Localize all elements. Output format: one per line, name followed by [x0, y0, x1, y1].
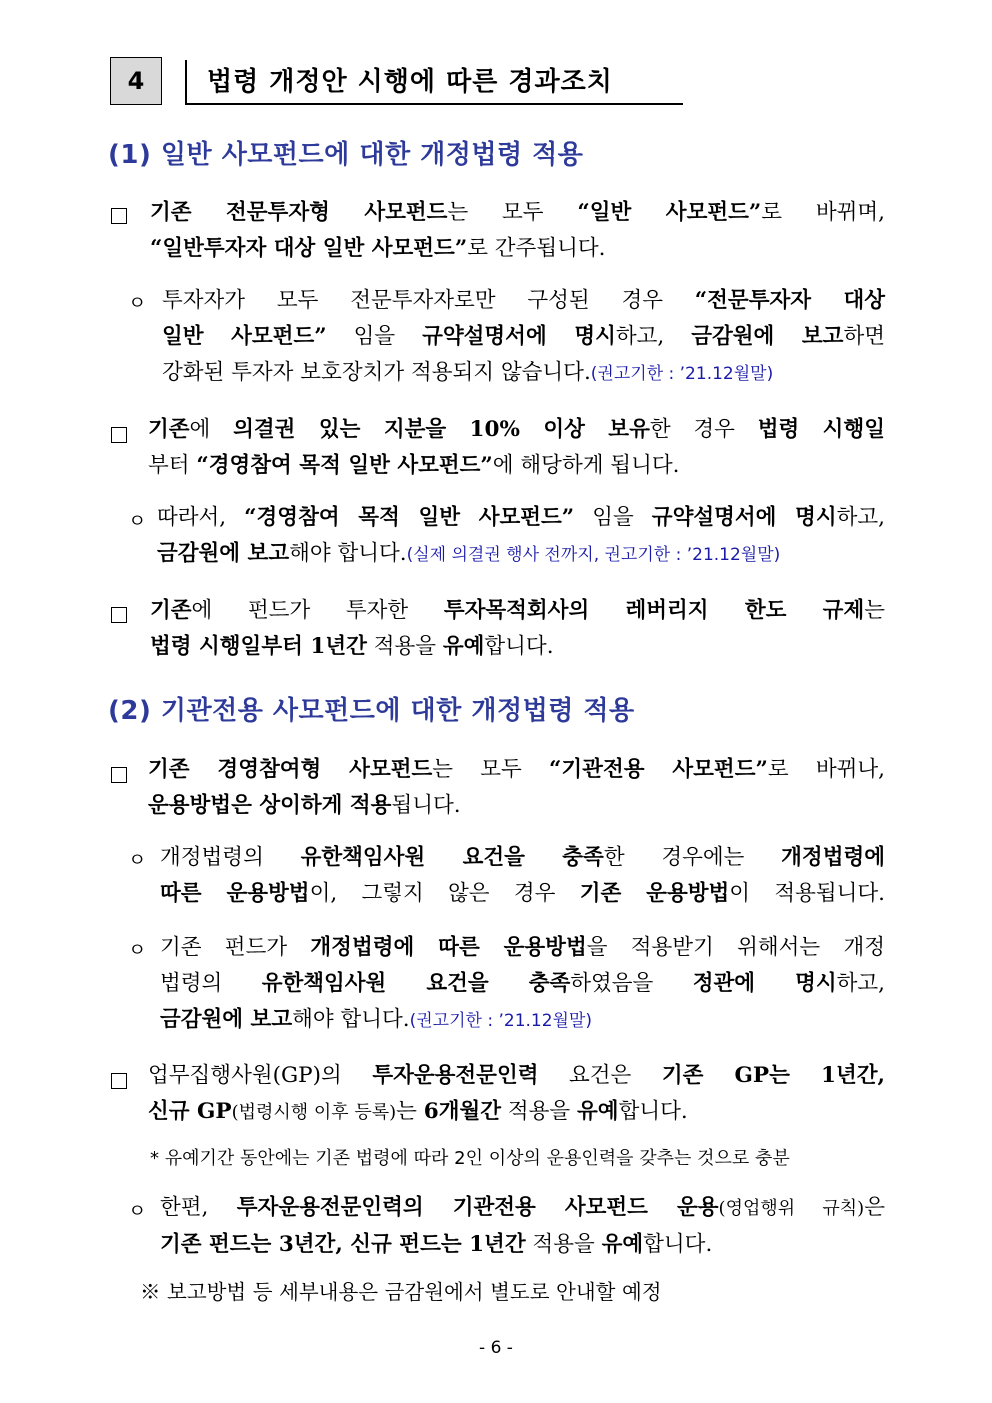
paragraph-line: 따라서, “경영참여 목적 일반 사모펀드” 임을 규약설명서에 명시하고,	[157, 505, 886, 530]
subsection-title-2: (2) 기관전용 사모펀드에 대한 개정법령 적용	[108, 696, 635, 726]
paragraph-10	[160, 1190, 885, 1263]
paragraph-9	[148, 1058, 885, 1131]
paragraph-4	[157, 500, 885, 573]
section-divider	[185, 60, 187, 105]
circle-bullet: ㅇ	[128, 510, 147, 532]
circle-bullet: ㅇ	[128, 939, 147, 961]
reference-note: ※ 보고방법 등 세부내용은 금감원에서 별도로 안내할 예정	[140, 1280, 662, 1304]
paragraph-line: 따른 운용방법이, 그렇지 않은 경우 기존 운용방법이 적용됩니다.	[160, 881, 885, 906]
circle-bullet: ㅇ	[128, 292, 147, 314]
paragraph-line: “일반투자자 대상 일반 사모펀드”로 간주됩니다.	[150, 236, 606, 261]
paragraph-line: 기존 경영참여형 사모펀드는 모두 “기관전용 사모펀드”로 바뀌나,	[148, 757, 885, 782]
paragraph-3	[148, 412, 885, 484]
paragraph-line: 한편, 투자운용전문인력의 기관전용 사모펀드 운용(영업행위 규칙)은	[160, 1195, 885, 1220]
paragraph-5	[150, 593, 885, 665]
paragraph-line: 운용방법은 상이하게 적용됩니다.	[148, 793, 461, 818]
paragraph-line: 기존에 의결권 있는 지분을 10% 이상 보유한 경우 법령 시행일	[148, 417, 885, 442]
paragraph-line: 기존에 펀드가 투자한 투자목적회사의 레버리지 한도 규제는	[150, 598, 885, 623]
paragraph-7	[160, 840, 885, 912]
paragraph-line: 금감원에 보고해야 합니다.(권고기한 : ’21.12월말)	[160, 1007, 593, 1032]
deadline-note: (실제 의결권 행사 전까지, 권고기한 : ’21.12월말)	[406, 545, 781, 565]
square-bullet	[111, 764, 127, 789]
paragraph-line: 신규 GP(법령시행 이후 등록)는 6개월간 적용을 유예합니다.	[148, 1099, 688, 1124]
paragraph-8	[160, 930, 885, 1039]
deadline-note: (권고기한 : ’21.12월말)	[590, 364, 774, 384]
subsection-title-1: (1) 일반 사모펀드에 대한 개정법령 적용	[108, 140, 584, 170]
square-bullet	[111, 604, 127, 629]
page-number: - 6 -	[479, 1338, 513, 1358]
paragraph-line: 기존 펀드가 개정법령에 따른 운용방법을 적용받기 위해서는 개정	[160, 935, 886, 960]
paragraph-line: 금감원에 보고해야 합니다.(실제 의결권 행사 전까지, 권고기한 : ’21.12월말)	[157, 541, 781, 566]
circle-bullet: ㅇ	[128, 1200, 147, 1222]
section-title: 법령 개정안 시행에 따른 경과조치	[207, 67, 613, 97]
deadline-note: (권고기한 : ’21.12월말)	[409, 1011, 593, 1031]
paragraph-line: 업무집행사원(GP)의 투자운용전문인력 요건은 기존 GP는 1년간,	[148, 1063, 886, 1088]
paragraph-line: 강화된 투자자 보호장치가 적용되지 않습니다.(권고기한 : ’21.12월말)	[162, 360, 774, 385]
square-bullet	[111, 205, 127, 230]
paragraph-line: 개정법령의 유한책임사원 요건을 충족한 경우에는 개정법령에	[160, 845, 886, 870]
paragraph-2	[162, 283, 885, 392]
paragraph-line: 기존 펀드는 3년간, 신규 펀드는 1년간 적용을 유예합니다.	[160, 1232, 713, 1257]
circle-bullet: ㅇ	[128, 849, 147, 871]
paragraph-1	[150, 195, 885, 267]
paragraph-line: 투자자가 모두 전문투자자로만 구성된 경우 “전문투자자 대상	[162, 288, 885, 313]
paragraph-line: 법령의 유한책임사원 요건을 충족하였음을 정관에 명시하고,	[160, 971, 885, 996]
paragraph-6	[148, 752, 885, 824]
section-number-box: 4	[110, 57, 162, 105]
square-bullet	[111, 424, 127, 449]
square-bullet	[111, 1070, 127, 1095]
paragraph-line: 법령 시행일부터 1년간 적용을 유예합니다.	[150, 634, 554, 659]
paragraph-line: 일반 사모펀드” 임을 규약설명서에 명시하고, 금감원에 보고하면	[162, 324, 885, 349]
paragraph-line: 부터 “경영참여 목적 일반 사모펀드”에 해당하게 됩니다.	[148, 453, 680, 478]
footnote: * 유예기간 동안에는 기존 법령에 따라 2인 이상의 운용인력을 갖추는 것으로 충분	[150, 1148, 790, 1169]
paragraph-line: 기존 전문투자형 사모펀드는 모두 “일반 사모펀드”로 바뀌며,	[150, 200, 886, 225]
